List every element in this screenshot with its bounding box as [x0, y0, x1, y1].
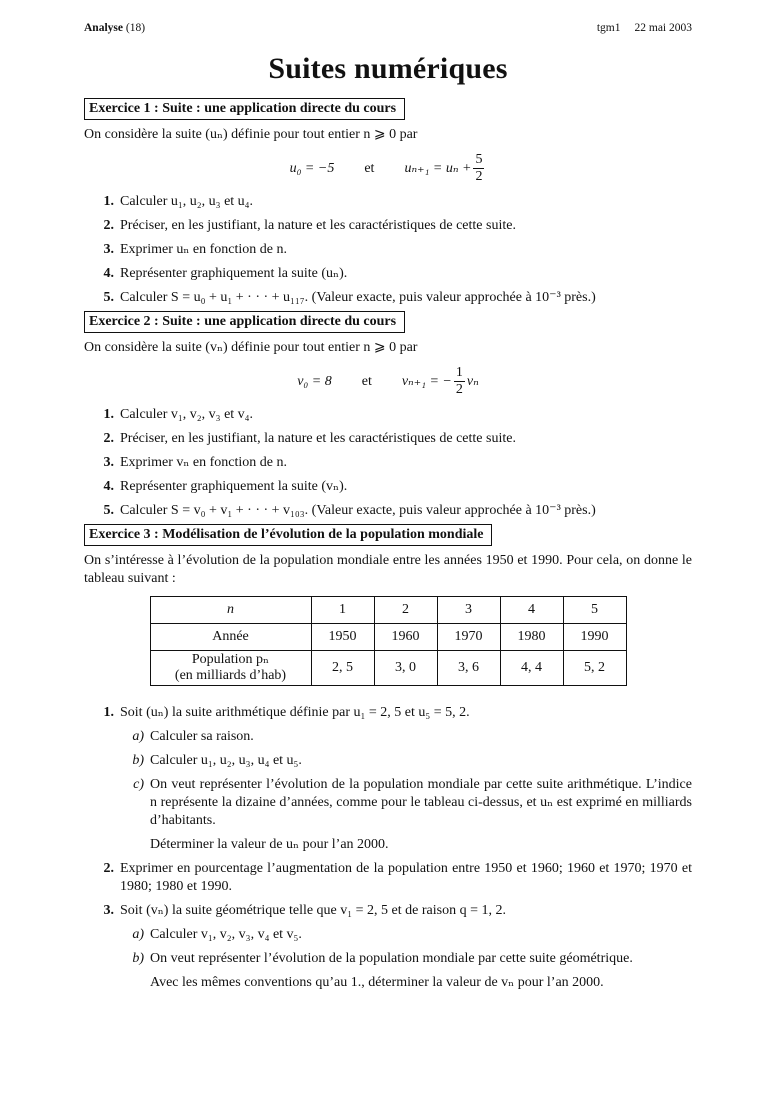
item-text: Exprimer en pourcentage l’augmentation de la population entre 1950 et 1960; 1960 et 1970; 1970 et 1980; 1980 et 1990.: [120, 861, 692, 894]
list-item: [84, 502, 692, 520]
list-item: [84, 265, 692, 283]
item-text: Préciser, en les justifiant, la nature et les caractéristiques de cette suite.: [120, 218, 516, 233]
item-letter: a): [132, 729, 144, 744]
item-number: 5.: [103, 503, 114, 518]
header-subject: Analyse: [84, 22, 123, 34]
item-number: 1.: [103, 407, 114, 422]
table-cell: 1990: [563, 624, 626, 651]
table-cell: 5: [563, 597, 626, 624]
item-text: On veut représenter l’évolution de la population mondiale par cette suite géométrique.: [150, 951, 633, 966]
item-text: Avec les mêmes conventions qu’au 1., déterminer la valeur de vₙ pour l’an 2000.: [150, 975, 604, 990]
header-right: [597, 22, 692, 34]
ex2-eq-et: et: [361, 373, 372, 389]
ex2-eq-left: v₀ = 8: [297, 373, 332, 389]
list-item: [114, 950, 692, 992]
list-item: [84, 704, 692, 722]
ex2-frac-num: 1: [455, 365, 463, 380]
list-item: [84, 217, 692, 235]
exercise-3-heading: Exercice 3 : Modélisation de l’évolution de la population mondiale: [84, 524, 492, 546]
ex2-eq-tail: vₙ: [466, 374, 479, 389]
list-item: [84, 406, 692, 424]
item-text: Calculer sa raison.: [150, 729, 254, 744]
table-row: [150, 597, 626, 624]
exercise-2-questions: [84, 406, 692, 520]
table-cell: 4, 4: [500, 651, 563, 686]
item-number: 2.: [103, 861, 114, 876]
ex1-eq-et: et: [364, 160, 375, 176]
item-text: Calculer S = u₀ + u₁ + · · · + u₁₁₇. (Valeur exacte, puis valeur approchée à 10⁻³ près.): [120, 290, 596, 305]
ex1-frac-num: 5: [475, 152, 483, 167]
item-letter: a): [132, 927, 144, 942]
exercise-3-questions-2: [84, 860, 692, 920]
ex2-frac-den: 2: [455, 382, 463, 397]
table-cell: 1980: [500, 624, 563, 651]
list-item: [84, 902, 692, 920]
list-item: [84, 289, 692, 307]
item-text: Préciser, en les justifiant, la nature et les caractéristiques de cette suite.: [120, 431, 516, 446]
item-letter: b): [132, 753, 144, 768]
ex1-eq-left: u₀ = −5: [289, 160, 335, 176]
ex1-frac-den: 2: [475, 169, 483, 184]
exercise-2-equation: [84, 365, 692, 398]
table-cell: [150, 651, 311, 686]
table-cell: 1: [311, 597, 374, 624]
item-number: 2.: [103, 431, 114, 446]
table-cell: 2, 5: [311, 651, 374, 686]
header-number: (18): [125, 22, 146, 34]
item-text: Calculer u₁, u₂, u₃, u₄ et u₅.: [150, 753, 302, 768]
item-number: 5.: [103, 290, 114, 305]
exercise-1-equation: [84, 152, 692, 185]
item-number: 4.: [103, 266, 114, 281]
exercise-2-intro: On considère la suite (vₙ) définie pour tout entier n ⩾ 0 par: [84, 340, 418, 355]
table-cell: Année: [150, 624, 311, 651]
ex1-fraction: [473, 152, 484, 185]
table-cell: 5, 2: [563, 651, 626, 686]
header-class: tgm1: [596, 22, 621, 34]
list-item: [84, 193, 692, 211]
table-cell: 3, 6: [437, 651, 500, 686]
item-text: Déterminer la valeur de uₙ pour l’an 2000.: [150, 837, 389, 852]
page-header: [84, 22, 692, 34]
list-item: [114, 752, 692, 770]
item-number: 2.: [103, 218, 114, 233]
table-cell: 1950: [311, 624, 374, 651]
table-row: [150, 651, 626, 686]
exercise-3-intro: On s’intéresse à l’évolution de la population mondiale entre les années 1950 et 1990. Pour cela, on donne le tableau suivant :: [84, 553, 692, 586]
list-item: [84, 454, 692, 472]
pop-label-line2: (en milliards d’hab): [174, 668, 287, 683]
item-text: Représenter graphiquement la suite (vₙ).: [120, 479, 348, 494]
table-cell: 1970: [437, 624, 500, 651]
item-text: Exprimer uₙ en fonction de n.: [120, 242, 288, 257]
table-cell: 2: [374, 597, 437, 624]
ex1-eq-right: uₙ₊₁ = uₙ +: [404, 161, 472, 176]
item-number: 1.: [103, 194, 114, 209]
item-letter: b): [132, 951, 144, 966]
exercise-1-heading: Exercice 1 : Suite : une application directe du cours: [84, 98, 405, 120]
item-text: Calculer v₁, v₂, v₃ et v₄.: [120, 407, 254, 422]
item-text: Calculer u₁, u₂, u₃ et u₄.: [120, 194, 254, 209]
list-item: [84, 430, 692, 448]
item-letter: c): [133, 777, 144, 792]
item-number: 1.: [103, 705, 114, 720]
exercise-2-heading: Exercice 2 : Suite : une application directe du cours: [84, 311, 405, 333]
ex2-eq-right: vₙ₊₁ = −: [401, 374, 452, 389]
question-1-subitems: [114, 728, 692, 854]
table-cell: n: [150, 597, 311, 624]
list-item: [114, 926, 692, 944]
item-text: Calculer v₁, v₂, v₃, v₄ et v₅.: [150, 927, 302, 942]
header-left: [84, 22, 145, 34]
population-table: [150, 596, 627, 686]
document-page: [84, 22, 692, 1006]
ex2-fraction: [454, 365, 465, 398]
table-cell: 3, 0: [374, 651, 437, 686]
item-number: 3.: [103, 242, 114, 257]
list-item: [84, 860, 692, 896]
item-text: Soit (uₙ) la suite arithmétique définie par u₁ = 2, 5 et u₅ = 5, 2.: [120, 705, 470, 720]
header-date: 22 mai 2003: [634, 22, 692, 34]
table-cell: 4: [500, 597, 563, 624]
list-item: [84, 241, 692, 259]
exercise-1-questions: [84, 193, 692, 307]
item-text: Calculer S = v₀ + v₁ + · · · + v₁₀₃. (Valeur exacte, puis valeur approchée à 10⁻³ près.): [120, 503, 596, 518]
table-cell: 3: [437, 597, 500, 624]
list-item: [114, 728, 692, 746]
page-title: Suites numériques: [268, 52, 508, 85]
table-cell: 1960: [374, 624, 437, 651]
exercise-1-intro: On considère la suite (uₙ) définie pour tout entier n ⩾ 0 par: [84, 127, 418, 142]
item-number: 3.: [103, 903, 114, 918]
item-number: 3.: [103, 455, 114, 470]
list-item: [114, 776, 692, 854]
pop-label-line1: Population pₙ: [191, 652, 270, 667]
item-text: Représenter graphiquement la suite (uₙ).: [120, 266, 348, 281]
item-text: Exprimer vₙ en fonction de n.: [120, 455, 288, 470]
list-item: [84, 478, 692, 496]
item-text: On veut représenter l’évolution de la population mondiale par cette suite arithmétique. L’indice n représente la dizaine d’années, comme pour le tableau ci-dessus, et uₙ est exprimé en milliards d’habitants.: [150, 777, 692, 828]
table-row: [150, 624, 626, 651]
exercise-3-questions: [84, 704, 692, 722]
item-number: 4.: [103, 479, 114, 494]
question-3-subitems: [114, 926, 692, 992]
item-text: Soit (vₙ) la suite géométrique telle que v₁ = 2, 5 et de raison q = 1, 2.: [120, 903, 506, 918]
